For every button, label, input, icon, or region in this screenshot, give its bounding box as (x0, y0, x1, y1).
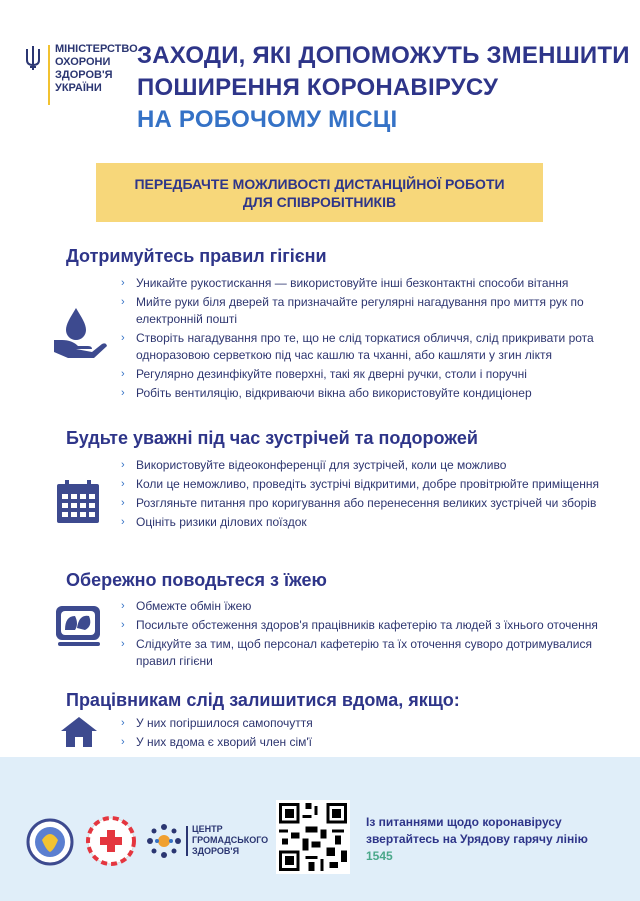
chevron-right-icon: › (121, 277, 125, 289)
list-item: › У них погіршилося самопочуття (121, 716, 313, 730)
chevron-right-icon: › (121, 638, 125, 650)
ministry-line: ЗДОРОВ'Я (55, 69, 113, 81)
chevron-right-icon: › (121, 296, 125, 308)
ministry-line: ОХОРОНИ (55, 56, 111, 68)
food-list (121, 598, 601, 672)
phc-line: ГРОМАДСЬКОГО (192, 835, 269, 845)
chevron-right-icon: › (121, 387, 125, 399)
house-icon (60, 716, 98, 748)
chevron-right-icon: › (121, 717, 125, 729)
phc-name (192, 824, 268, 857)
calendar-icon (56, 480, 100, 524)
phc-line: ЦЕНТР (192, 824, 223, 834)
section-title-hygiene: Дотримуйтесь правил гігієни (66, 246, 327, 266)
red-cross-icon (86, 816, 136, 866)
chevron-right-icon: › (121, 516, 125, 528)
chevron-right-icon: › (121, 459, 125, 471)
title-line-highlight: НА РОБОЧОМУ МІСЦІ (137, 106, 398, 133)
banner-line: ДЛЯ СПІВРОБІТНИКІВ (242, 194, 397, 210)
trident-icon (24, 45, 42, 71)
list-item: › Оцініть ризики ділових поїздок (121, 515, 307, 529)
remote-work-banner (96, 163, 543, 222)
list-item: › Регулярно дезинфікуйте поверхні, такі як дверні ручки, столи і поручні (121, 367, 527, 381)
list-item: › Робіть вентиляцію, відкриваючи вікна або використовуйте кондиціонер (121, 386, 532, 400)
list-item: › Уникайте рукостискання — використовуйте інші безконтактні способи вітання (121, 276, 569, 290)
public-health-center-icon (146, 823, 182, 859)
title-line: ПОШИРЕННЯ КОРОНАВІРУСУ (137, 74, 499, 101)
phc-line: ЗДОРОВ'Я (192, 846, 240, 856)
hotline-number[interactable]: 1545 (366, 849, 393, 863)
hotline-info (366, 814, 596, 865)
section-title-food: Обережно поводьтеся з їжею (66, 570, 327, 590)
chevron-right-icon: › (121, 332, 125, 344)
section-title-meetings: Будьте уважні під час зустрічей та подорожей (66, 428, 478, 448)
list-item: › Мийте руки біля дверей та призначайте регулярні нагадування про миття рук по електронній пошті (121, 295, 584, 326)
chevron-right-icon: › (121, 368, 125, 380)
logo-divider (48, 45, 50, 105)
ministry-line: УКРАЇНИ (55, 82, 102, 94)
chevron-right-icon: › (121, 619, 125, 631)
qr-code[interactable] (276, 800, 350, 874)
phc-divider (186, 826, 188, 856)
ministry-logo (24, 43, 138, 107)
list-item: › У них вдома є хворий член сім'ї (121, 735, 313, 749)
hand-water-drop-icon (52, 306, 108, 360)
list-item: › Розгляньте питання про коригування або перенесення великих зустрічей чи зборів (121, 496, 597, 510)
list-item: › Використовуйте відеоконференції для зустрічей, коли це можливо (121, 458, 507, 472)
chevron-right-icon: › (121, 736, 125, 748)
chevron-right-icon: › (121, 497, 125, 509)
title-line: ЗАХОДИ, ЯКІ ДОПОМОЖУТЬ ЗМЕНШИТИ (137, 42, 630, 69)
chevron-right-icon: › (121, 600, 125, 612)
section-title-stay-home: Працівникам слід залишитися вдома, якщо: (66, 690, 460, 710)
list-item: › Посильте обстеження здоров'я працівників кафетерію та людей з їхнього оточення (121, 618, 598, 632)
ministry-line: МІНІСТЕРСТВО (55, 43, 138, 55)
health-emblem-icon (26, 818, 74, 866)
hygiene-list (121, 275, 601, 404)
list-item: › Створіть нагадування про те, що не слід торкатися обличчя, слід прикривати рота одноразовою серветкою під час кашлю та чханні, або кашляти у згин ліктя (121, 331, 594, 362)
food-container-icon (55, 604, 103, 648)
list-item: › Обмежте обмін їжею (121, 599, 252, 613)
stay-home-list (121, 715, 601, 753)
chevron-right-icon: › (121, 478, 125, 490)
banner-line: ПЕРЕДБАЧТЕ МОЖЛИВОСТІ ДИСТАНЦІЙНОЇ РОБОТИ (134, 176, 505, 192)
hotline-text: Із питаннями щодо коронавірусу звертайтесь на Урядову гарячу лінію (366, 815, 588, 846)
list-item: › Слідкуйте за тим, щоб персонал кафетерію та їх оточення суворо дотримувалися правил гігієни (121, 637, 592, 668)
meetings-list (121, 457, 601, 533)
list-item: › Коли це неможливо, проведіть зустрічі відкритими, добре провітрюйте приміщення (121, 477, 599, 491)
page-title (137, 40, 630, 136)
